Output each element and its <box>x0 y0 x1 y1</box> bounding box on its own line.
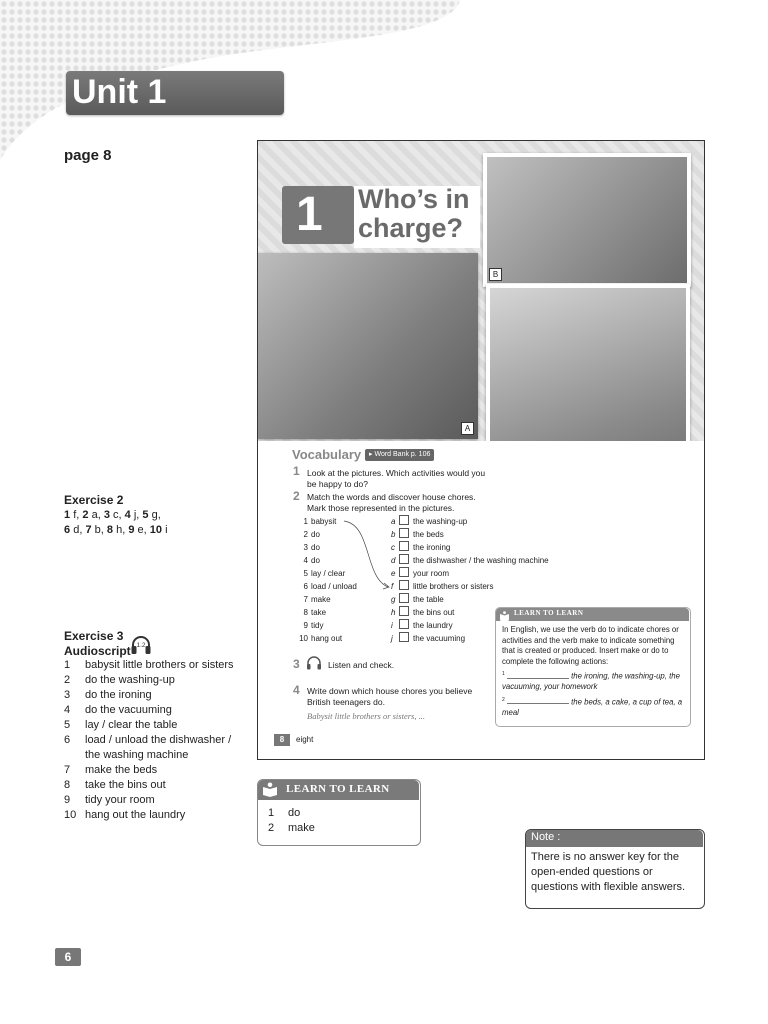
checkbox[interactable] <box>399 619 409 629</box>
match-left-item: 5 lay / clear <box>303 569 346 578</box>
step-4-example: Babysit little brothers or sisters, ... <box>307 711 425 721</box>
photo-mother-reading <box>483 153 691 287</box>
match-left-item: 6 load / unload <box>303 582 357 591</box>
step-4-number: 4 <box>293 683 300 697</box>
answer-letter: e <box>137 524 144 536</box>
checkbox[interactable] <box>399 593 409 603</box>
audioscript-list <box>64 658 244 823</box>
checkbox[interactable] <box>399 515 409 525</box>
answer-letter: f <box>73 509 77 521</box>
unit-title: Unit 1 <box>72 73 167 111</box>
match-right-item: j the vacuuming <box>391 634 466 643</box>
learn-to-learn-title: LEARN TO LEARN <box>286 783 390 795</box>
step-2-number: 2 <box>293 489 300 503</box>
answer-number: 2 <box>82 509 89 521</box>
match-right-item: c the ironing <box>391 543 451 552</box>
step-1-text: Look at the pictures. Which activities would you be happy to do? <box>307 468 486 489</box>
list-item <box>64 733 244 763</box>
checkbox[interactable] <box>399 606 409 616</box>
list-item <box>64 718 244 733</box>
list-item <box>64 673 244 688</box>
item-text: lay / clear the table <box>85 719 178 731</box>
match-left-item: 7 make <box>303 595 331 604</box>
learn-to-learn-row: 2 make <box>268 822 315 834</box>
item-text: tidy your room <box>85 794 155 806</box>
answer-letter: g <box>151 509 158 521</box>
item-number: 1 <box>64 659 71 671</box>
audio-track-number: 1.2 <box>136 642 146 649</box>
match-left-item: 2 do <box>303 530 320 539</box>
answer-number: 9 <box>128 524 135 536</box>
photo-tag-a: A <box>461 422 474 435</box>
textbook-page <box>257 140 705 760</box>
step-4-text: Write down which house chores you believe British teenagers do. <box>307 686 473 707</box>
answer-number: 7 <box>85 524 92 536</box>
audioscript-label: Audioscript <box>64 644 131 658</box>
item-number: 9 <box>64 794 71 806</box>
tip-line-1: $^1$ the ironing, the washing-up, the vacuuming, your homework <box>502 671 680 692</box>
checkbox[interactable] <box>399 632 409 642</box>
headphones-icon <box>306 656 322 670</box>
step-3-text: Listen and check. <box>328 660 395 670</box>
book-page-number: 8 <box>274 734 290 746</box>
page-label: page 8 <box>64 147 112 164</box>
list-item <box>64 658 244 673</box>
item-number: 7 <box>64 764 71 776</box>
vocabulary-heading: Vocabulary <box>292 447 362 462</box>
word-bank-badge: ▸ Word Bank p. 106 <box>365 449 434 461</box>
tip-line-2: $^2$ the beds, a cake, a cup of tea, a meal <box>502 696 683 717</box>
step-3-number: 3 <box>293 657 300 671</box>
answer-number: 3 <box>103 509 110 521</box>
match-left-item: 4 do <box>303 556 320 565</box>
item-number: 10 <box>64 809 77 821</box>
book-page-word: eight <box>296 735 314 744</box>
answer-letter: a <box>91 509 98 521</box>
learn-to-learn-tip-title: LEARN TO LEARN <box>514 609 584 617</box>
match-right-item: i the laundry <box>391 621 453 630</box>
match-left-item: 3 do <box>303 543 320 552</box>
match-left-item: 1 babysit <box>303 517 337 526</box>
match-right-item: f little brothers or sisters <box>391 582 494 591</box>
match-right-item: d the dishwasher / the washing machine <box>391 556 549 565</box>
answer-number: 6 <box>64 524 71 536</box>
answer-number: 1 <box>64 509 71 521</box>
answer-number: 5 <box>142 509 149 521</box>
list-item <box>64 793 244 808</box>
item-number: 5 <box>64 719 71 731</box>
match-right-item: a the washing-up <box>391 517 468 526</box>
headphones-icon <box>130 635 152 655</box>
step-2-text: Match the words and discover house chores. Mark those represented in the pictures. <box>307 492 476 513</box>
lesson-title <box>358 185 469 243</box>
item-number: 2 <box>64 674 71 686</box>
match-right-item: b the beds <box>391 530 444 539</box>
photo-tag-b: B <box>489 268 502 281</box>
match-left-item: 8 take <box>303 608 327 617</box>
item-text: do the washing-up <box>85 674 175 686</box>
learn-to-learn-tip-body <box>502 625 686 718</box>
match-left-item: 10 hang out <box>299 634 343 643</box>
step-1-number: 1 <box>293 464 300 478</box>
exercise-2-answers-line-1: 1 f, 2 a, 3 c, 4 j, 5 g, <box>64 509 161 521</box>
checkbox[interactable] <box>399 580 409 590</box>
checkbox[interactable] <box>399 541 409 551</box>
note-body: There is no answer key for the open-ended questions or questions with flexible answers. <box>531 851 686 893</box>
lesson-title-line-2: charge? <box>358 213 464 243</box>
answer-letter: c <box>113 509 119 521</box>
exercise-3-title: Exercise 3 <box>64 629 124 643</box>
item-number: 4 <box>64 704 71 716</box>
item-text: hang out the laundry <box>85 809 186 821</box>
match-right-item: h the bins out <box>391 608 455 617</box>
checkbox[interactable] <box>399 528 409 538</box>
answer-letter: h <box>116 524 123 536</box>
exercise-2-answers-line-2: 6 d, 7 b, 8 h, 9 e, 10 i <box>64 524 168 536</box>
photo-boy-washing-up <box>258 253 478 439</box>
item-number: 3 <box>64 689 71 701</box>
match-left-item: 9 tidy <box>303 621 324 630</box>
answer-number: 10 <box>149 524 162 536</box>
checkbox[interactable] <box>399 567 409 577</box>
match-right-item: g the table <box>391 595 444 604</box>
checkbox[interactable] <box>399 554 409 564</box>
match-arrow <box>342 517 394 593</box>
item-number: 6 <box>64 734 71 746</box>
list-item <box>64 688 244 703</box>
answer-letter: b <box>94 524 101 536</box>
footer-page-number: 6 <box>55 948 81 966</box>
tip-paragraph: In English, we use the verb do to indicate chores or activities and the verb make to indicate something that is created or produced. Insert make or do to complete the following actions: <box>502 625 679 666</box>
book-icon <box>499 609 510 620</box>
answer-letter: d <box>73 524 80 536</box>
note-title: Note : <box>531 831 561 843</box>
exercise-2-title: Exercise 2 <box>64 493 124 507</box>
answer-number: 4 <box>124 509 131 521</box>
lesson-title-line-1: Who’s in <box>358 184 470 214</box>
item-text: take the bins out <box>85 779 166 791</box>
list-item <box>64 763 244 778</box>
item-text: babysit little brothers or sisters <box>85 659 234 671</box>
list-item <box>64 778 244 793</box>
list-item <box>64 808 244 823</box>
learn-to-learn-row: 1 do <box>268 807 301 819</box>
item-text: do the ironing <box>85 689 152 701</box>
answer-letter: i <box>165 524 168 536</box>
list-item <box>64 703 244 718</box>
item-text: load / unload the dishwasher / the washing machine <box>85 734 232 761</box>
match-right-item: e your room <box>391 569 450 578</box>
lesson-number: 1 <box>296 188 323 241</box>
answer-letter: j <box>133 509 137 521</box>
item-number: 8 <box>64 779 71 791</box>
answer-number: 8 <box>106 524 113 536</box>
item-text: do the vacuuming <box>85 704 172 716</box>
item-text: make the beds <box>85 764 158 776</box>
book-icon <box>262 782 278 797</box>
